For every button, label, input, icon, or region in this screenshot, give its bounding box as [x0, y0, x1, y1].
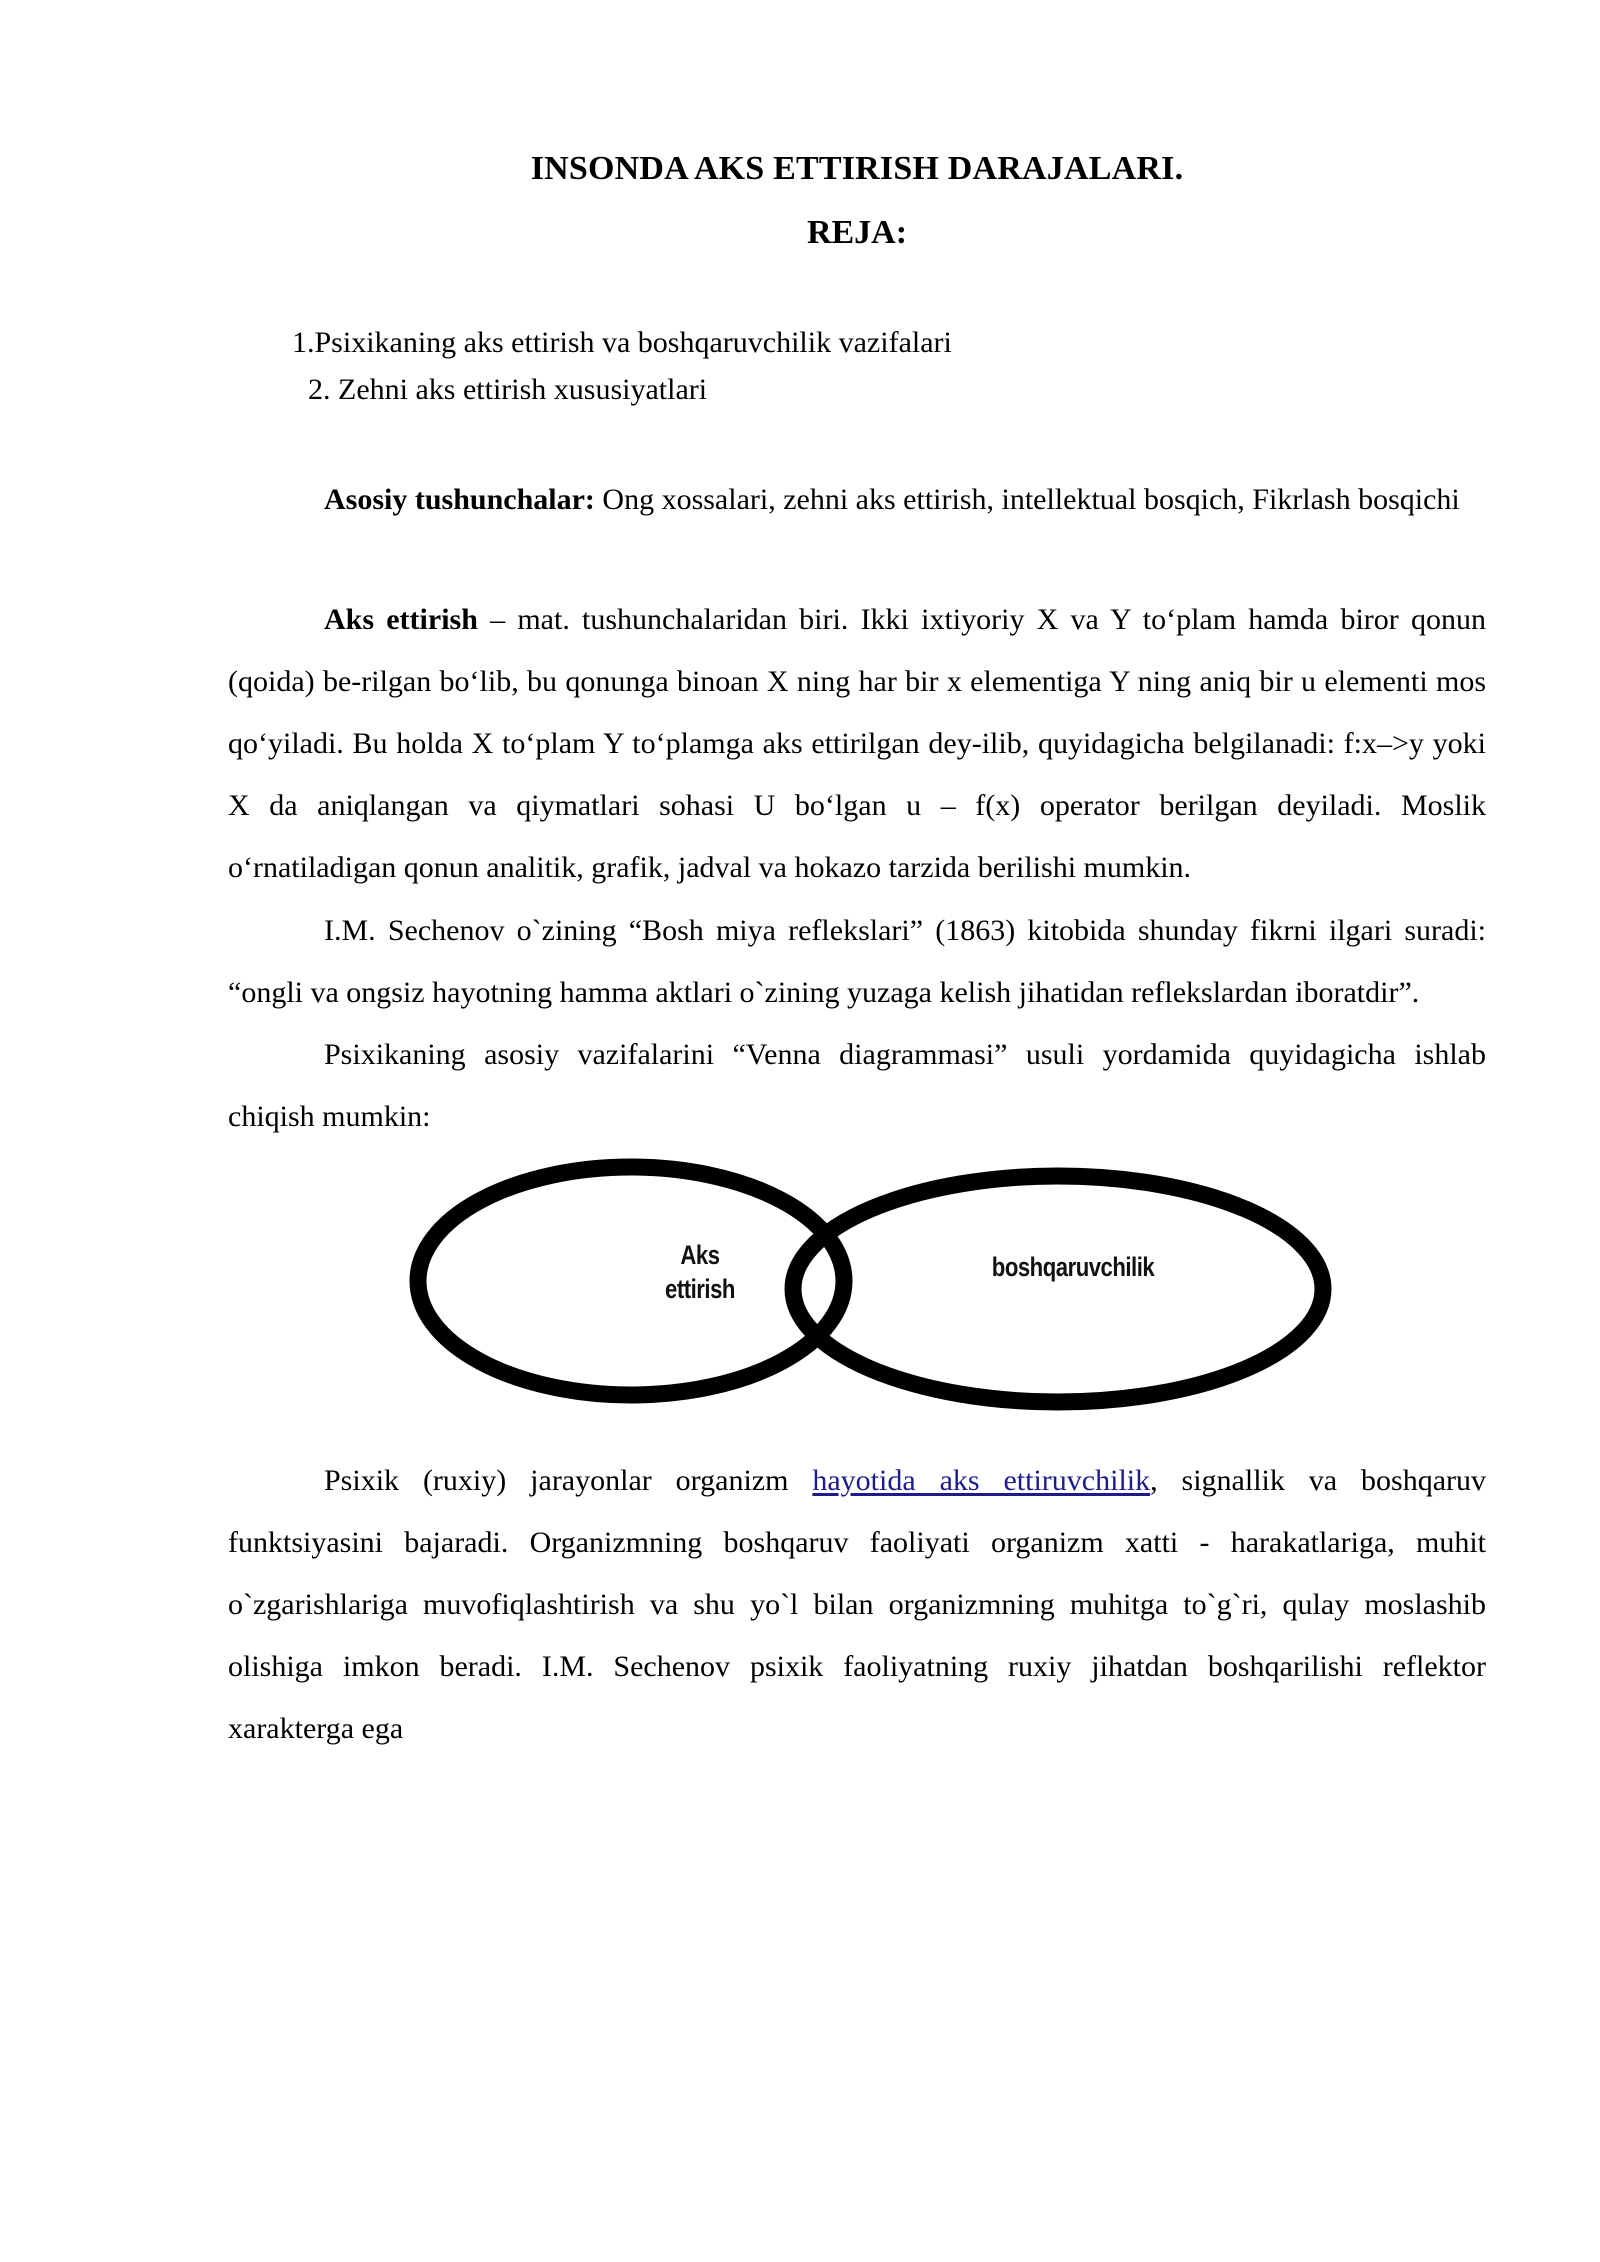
venn-label-left-line2: ettirish — [665, 1274, 735, 1305]
key-concepts-paragraph — [228, 469, 1486, 531]
spacer — [228, 531, 1486, 589]
sechenov-paragraph: I.M. Sechenov o`zining “Bosh miya reflekslari” (1863) kitobida shunday fikrni ilgari suradi: “ongli va ongsiz hayotning hamma aktlari o`zining yuzaga kelish jihatidan reflekslardan iboratdir”. — [228, 913, 1486, 1009]
document-content — [228, 0, 1486, 1760]
plan-item-1: 1.Psixikaning aks ettirish va boshqaruvchilik vazifalari — [292, 326, 952, 359]
definition-paragraph — [228, 589, 1486, 899]
venn-diagram-shapes — [406, 1156, 1366, 1411]
spacer — [228, 1416, 1486, 1450]
page-title: INSONDA AKS ETTIRISH DARAJALARI. — [530, 150, 1184, 187]
venn-label-right: boshqaruvchilik — [991, 1251, 1155, 1282]
key-concepts-label: Asosiy tushunchalar: — [324, 483, 595, 516]
venn-label-left — [626, 1238, 774, 1307]
spacer — [228, 413, 1486, 469]
venn-label-left-line1: Aks — [680, 1239, 720, 1270]
hayotida-aks-ettiruvchilik-link[interactable]: hayotida aks ettiruvchilik — [812, 1463, 1151, 1497]
final-paragraph-before-link: Psixik (ruxiy) jarayonlar organizm — [324, 1463, 813, 1497]
key-concepts-text: Ong xossalari, zehni aks ettirish, intellektual bosqich, Fikrlash bosqichi — [594, 483, 1460, 516]
plan-heading: REJA: — [806, 214, 908, 251]
venn-ellipse-right — [793, 1176, 1323, 1402]
final-paragraph-after-link: , signallik va boshqaruv funktsiyasini bajaradi. Organizmning boshqaruv faoliyati organizm xatti - harakatlariga, muhit o`zgarishlariga muvofiqlashtirish va shu yo`l bilan organizmning muhitga to`g`ri, qulay moslashib olishiga imkon beradi. I.M. Sechenov psixik faoliyatning ruxiy jihatdan boshqarilishi reflektor xarakterga ega — [228, 1463, 1487, 1746]
venn-intro-paragraph: Psixikaning asosiy vazifalarini “Venna diagrammasi” usuli yordamida quyidagicha ishlab chiqish mumkin: — [228, 1037, 1486, 1133]
plan-list — [228, 250, 1486, 413]
final-paragraph — [228, 1450, 1486, 1760]
venn-diagram — [228, 1148, 1486, 1416]
plan-item-2: 2. Zehni aks ettirish xususiyatlari — [308, 372, 708, 406]
definition-text: – mat. tushunchalaridan biri. Ikki ixtiyoriy X va Y to‘plam hamda biror qonun (qoida) be-rilgan bo‘lib, bu qonunga binoan X ning har bir x elementiga Y ning aniq bir u elementi mos qo‘yiladi. Bu holda X to‘plam Y to‘plamga aks ettirilgan dey-ilib, quyidagicha belgilanadi: f:x–>y yoki X da aniqlangan va qiymatlari sohasi U bo‘lgan u – f(x) operator berilgan deyiladi. Moslik o‘rnatiladigan qonun analitik, grafik, jadval va hokazo tarzida berilishi mumkin. — [228, 603, 1486, 885]
definition-term: Aks ettirish — [324, 603, 478, 637]
